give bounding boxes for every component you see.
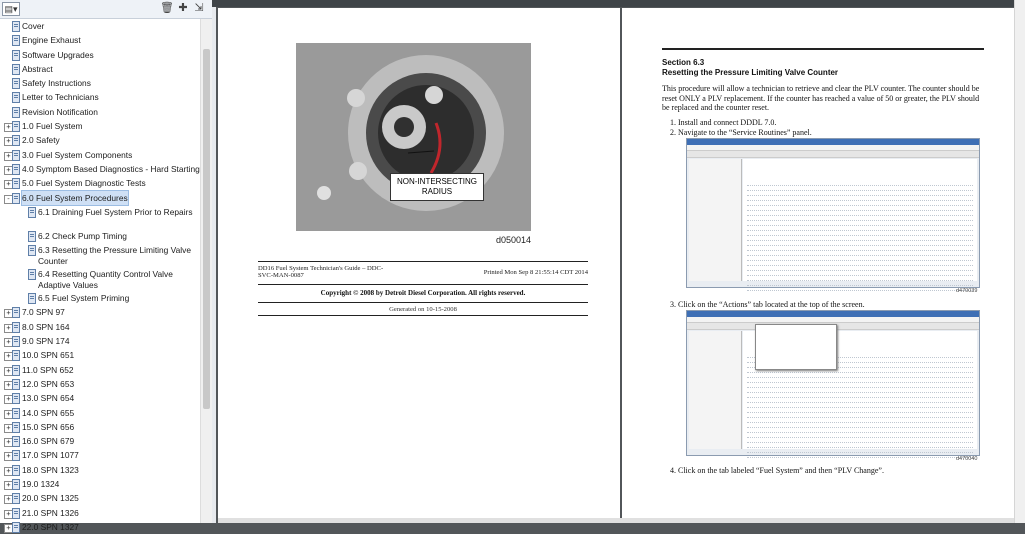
bookmarks-scrollbar[interactable] (200, 19, 212, 523)
bookmark-item[interactable] (0, 267, 200, 291)
expand-icon[interactable]: + (4, 452, 13, 461)
panel-splitter[interactable] (212, 0, 216, 523)
bookmark-item[interactable] (0, 105, 200, 119)
expand-icon[interactable]: + (4, 166, 13, 175)
expand-icon[interactable]: + (4, 137, 13, 146)
bookmark-item[interactable] (0, 62, 200, 76)
bookmark-icon (11, 450, 20, 460)
bookmark-item[interactable] (0, 320, 200, 334)
dddl-screenshot-2 (686, 310, 980, 456)
bookmark-label: 10.0 SPN 651 (22, 350, 75, 361)
bookmark-icon (11, 135, 20, 145)
bookmark-item[interactable] (0, 48, 200, 62)
bookmark-icon (27, 231, 36, 241)
rule (258, 261, 588, 262)
section-heading (662, 58, 838, 78)
scrollbar-thumb[interactable] (203, 49, 210, 409)
expand-icon[interactable]: + (4, 510, 13, 519)
bookmark-tree (0, 19, 200, 534)
bookmark-item[interactable] (0, 420, 200, 434)
options-dropdown[interactable]: ▤▾ (2, 2, 20, 16)
expand-icon[interactable]: + (4, 180, 13, 189)
expand-bookmark-icon[interactable]: ⇲ (194, 2, 204, 14)
bookmark-label: 6.5 Fuel System Priming (38, 293, 130, 304)
bookmark-icon (11, 336, 20, 346)
bookmark-item[interactable] (0, 291, 200, 305)
bookmark-icon (11, 64, 20, 74)
dddl-screenshot-1 (686, 138, 980, 288)
copyright: Copyright © 2008 by Detroit Diesel Corporation. All rights reserved. (320, 289, 526, 297)
rule (258, 315, 588, 316)
bookmark-icon (11, 479, 20, 489)
bookmark-label: 8.0 SPN 164 (22, 321, 70, 332)
figure-callout: NON-INTERSECTING RADIUS (390, 173, 484, 201)
footer-printed: Printed Mon Sep 8 21:55:14 CDT 2014 (483, 269, 588, 276)
expand-icon[interactable]: + (4, 467, 13, 476)
step-1: 1. Install and connect DDDL 7.0. (670, 118, 777, 127)
bookmark-item[interactable] (0, 491, 200, 505)
bookmark-item[interactable] (0, 133, 200, 147)
bookmark-label: 6.3 Resetting the Pressure Limiting Valve Counter (38, 245, 191, 266)
bookmark-item[interactable] (0, 406, 200, 420)
bookmark-label: Software Upgrades (22, 49, 94, 60)
bookmark-label: 22.0 SPN 1327 (22, 521, 79, 532)
bookmark-icon (11, 350, 20, 360)
bookmark-label: Abstract (22, 63, 53, 74)
bookmark-item[interactable] (0, 477, 200, 491)
bookmark-item[interactable] (0, 119, 200, 133)
bookmark-icon (11, 379, 20, 389)
bookmark-item[interactable] (0, 205, 200, 229)
bookmark-icon (11, 493, 20, 503)
bookmark-icon (11, 92, 20, 102)
bookmark-icon (11, 50, 20, 60)
pdf-page-right (622, 8, 1014, 523)
bookmark-label: 13.0 SPN 654 (22, 393, 75, 404)
bookmark-icon (11, 35, 20, 45)
horizontal-scrollbar[interactable] (218, 518, 1014, 523)
bookmark-icon (11, 121, 20, 131)
bookmark-item[interactable] (0, 348, 200, 362)
figure-caption-2: d470040 (956, 456, 978, 462)
bookmark-label: Cover (22, 21, 45, 31)
viewer-top-edge (212, 0, 1024, 7)
pdf-page-left (218, 8, 620, 523)
bookmark-item[interactable] (0, 391, 200, 405)
bookmark-icon (11, 393, 20, 403)
expand-icon[interactable]: + (4, 367, 13, 376)
bookmarks-toolbar (0, 0, 212, 19)
bookmark-icon (27, 293, 36, 303)
bookmark-item[interactable] (0, 176, 200, 190)
pump-photo (296, 43, 531, 231)
expand-icon[interactable]: + (4, 309, 13, 318)
expand-icon[interactable]: + (4, 123, 13, 132)
bookmark-icon (27, 269, 36, 279)
bookmark-label: 9.0 SPN 174 (22, 336, 70, 347)
section-number: Section 6.3 (662, 58, 705, 67)
new-bookmark-icon[interactable]: ✚ (178, 2, 188, 14)
step-3: 3. Click on the “Actions” tab located at the top of the screen. (670, 300, 865, 309)
bookmark-icon (11, 365, 20, 375)
expand-icon[interactable]: + (4, 381, 13, 390)
bookmark-label: 7.0 SPN 97 (22, 307, 65, 318)
expand-icon[interactable]: + (4, 424, 13, 433)
footer-document: DD16 Fuel System Technician's Guide – DDC-SVC-MAN-0087 (258, 265, 384, 279)
bookmark-item[interactable] (0, 363, 200, 377)
expand-icon[interactable]: + (4, 338, 13, 347)
bookmark-label: 15.0 SPN 656 (22, 421, 75, 432)
bookmark-icon (11, 164, 20, 174)
delete-icon[interactable]: 🗑 (160, 2, 174, 14)
bookmark-icon (11, 465, 20, 475)
bookmark-label: 20.0 SPN 1325 (22, 493, 79, 504)
rule (258, 284, 588, 285)
step-4: 4. Click on the tab labeled “Fuel System” and then “PLV Change”. (670, 466, 884, 475)
bookmark-icon (11, 21, 20, 31)
expand-icon[interactable]: + (4, 352, 13, 361)
bookmark-item[interactable] (0, 506, 200, 520)
bookmark-icon (27, 207, 36, 217)
bookmark-icon (11, 408, 20, 418)
bookmark-item[interactable] (0, 305, 200, 319)
bookmark-label: 5.0 Fuel System Diagnostic Tests (22, 178, 146, 189)
bookmark-item[interactable] (0, 434, 200, 448)
bookmark-icon (11, 436, 20, 446)
page-footer (258, 265, 588, 279)
bookmark-label: 6.1 Draining Fuel System Prior to Repairs (38, 206, 193, 217)
bookmark-icon (11, 307, 20, 317)
bookmark-label: 16.0 SPN 679 (22, 436, 75, 447)
bookmark-item[interactable] (0, 448, 200, 462)
bookmark-label: Letter to Technicians (22, 92, 99, 103)
step-2: 2. Navigate to the “Service Routines” panel. (670, 128, 812, 137)
bookmark-label: 17.0 SPN 1077 (22, 450, 79, 461)
bookmark-icon (11, 522, 20, 532)
bookmark-label: Safety Instructions (22, 78, 91, 89)
bookmark-label: 4.0 Symptom Based Diagnostics - Hard Starting (22, 163, 200, 174)
rule (258, 302, 588, 303)
bookmark-item[interactable] (0, 229, 200, 243)
bookmark-label: 1.0 Fuel System (22, 121, 83, 132)
bookmark-label: 6.0 Fuel System Procedures (22, 192, 128, 203)
bookmark-item[interactable] (0, 33, 200, 47)
bookmark-label: 12.0 SPN 653 (22, 378, 75, 389)
bookmark-label: Revision Notification (22, 106, 98, 117)
expand-icon[interactable]: + (4, 495, 13, 504)
bookmark-item[interactable] (0, 334, 200, 348)
bookmark-item[interactable] (0, 76, 200, 90)
bookmark-item[interactable] (0, 463, 200, 477)
bookmark-icon (11, 178, 20, 188)
generated-date: Generated on 10-15-2008 (389, 306, 457, 313)
expand-icon[interactable]: + (4, 438, 13, 447)
bookmark-icon (27, 245, 36, 255)
bookmark-icon (11, 508, 20, 518)
bookmark-icon (11, 193, 20, 203)
bookmark-icon (11, 78, 20, 88)
bookmark-item[interactable] (0, 191, 200, 205)
expand-icon[interactable]: + (4, 324, 13, 333)
expand-icon[interactable]: + (4, 481, 13, 490)
bookmark-label: 6.2 Check Pump Timing (38, 230, 127, 241)
expand-icon[interactable]: + (4, 395, 13, 404)
bookmark-icon (11, 107, 20, 117)
bookmark-item[interactable] (0, 520, 200, 534)
bookmark-label: 18.0 SPN 1323 (22, 464, 79, 475)
bookmark-label: 3.0 Fuel System Components (22, 149, 133, 160)
bookmarks-panel (0, 0, 213, 532)
bookmark-item[interactable] (0, 243, 200, 267)
bookmark-icon (11, 322, 20, 332)
bookmark-label: Engine Exhaust (22, 35, 81, 46)
bookmark-label: 11.0 SPN 652 (22, 364, 74, 375)
actions-menu (755, 324, 837, 370)
bookmark-label: 14.0 SPN 655 (22, 407, 75, 418)
expand-icon[interactable]: + (4, 524, 13, 533)
rule (662, 48, 984, 50)
bookmark-label: 19.0 1324 (22, 479, 60, 490)
expand-icon[interactable]: + (4, 152, 13, 161)
section-title: Resetting the Pressure Limiting Valve Counter (662, 68, 839, 77)
bookmark-label: 21.0 SPN 1326 (22, 507, 79, 518)
collapse-icon[interactable]: - (4, 195, 13, 204)
bookmark-item[interactable] (0, 19, 200, 33)
bookmark-icon (11, 422, 20, 432)
intro-paragraph: This procedure will allow a technician to retrieve and clear the PLV counter. The counter should be reset ONLY a PLV replacement. If the counter has reached a value of 50 or greater, the PLV should be replaced and the counter reset. (662, 84, 980, 113)
document-scrollbar[interactable] (1014, 0, 1025, 523)
bookmark-item[interactable] (0, 377, 200, 391)
expand-icon[interactable]: + (4, 410, 13, 419)
bookmark-item[interactable] (0, 90, 200, 104)
figure-caption-1: d470039 (956, 288, 978, 294)
bookmark-item[interactable] (0, 148, 200, 162)
bookmark-label: 2.0 Safety (22, 135, 60, 146)
bookmark-icon (11, 150, 20, 160)
bookmark-item[interactable] (0, 162, 200, 176)
figure-number: d050014 (496, 235, 532, 245)
bookmark-label: 6.4 Resetting Quantity Control Valve Adaptive Values (38, 269, 173, 290)
